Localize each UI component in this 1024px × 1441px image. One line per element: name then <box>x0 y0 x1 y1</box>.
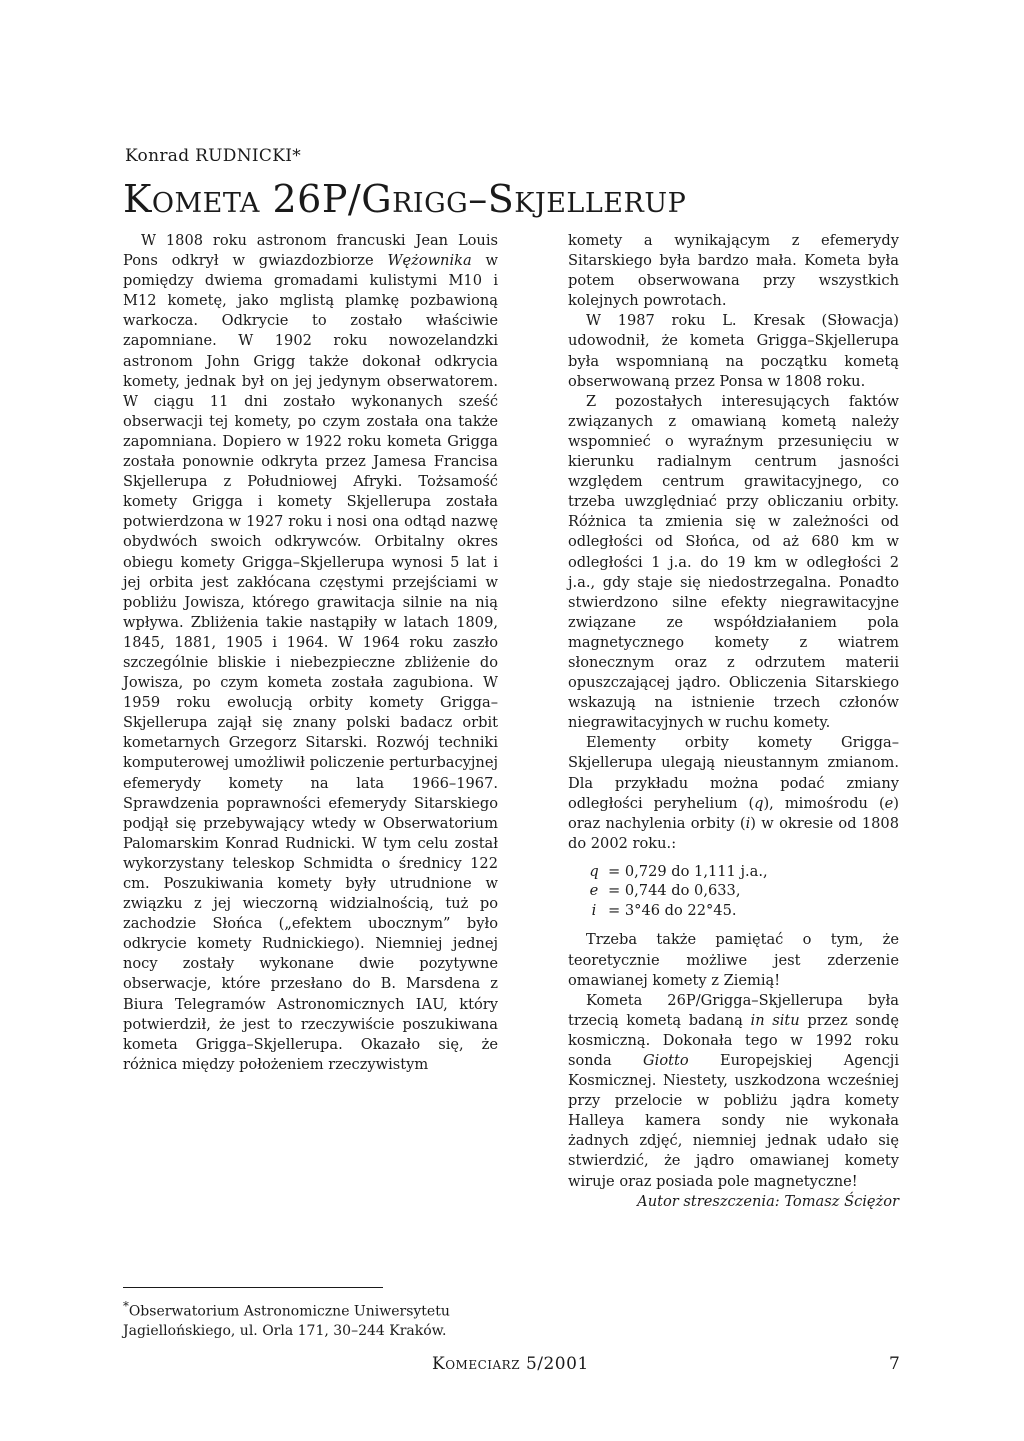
orbit-element-row <box>584 862 899 882</box>
paragraph: Trzeba także pamiętać o tym, że teoretycznie możliwe jest zderzenie omawianej komety z Ziemią! <box>568 931 899 989</box>
emphasis: Wężownika <box>387 252 472 270</box>
orbit-element-row <box>584 901 899 921</box>
paragraph: W 1987 roku L. Kresak (Słowacja) udowodnił, że kometa Grigga–Skjellerupa była wspomnianą na początku kometą obserwowaną przez Ponsa w 1808 roku. <box>568 312 899 390</box>
summary-author: Autor streszczenia: Tomasz Ściężor <box>637 1192 899 1210</box>
footnote <box>123 1297 523 1341</box>
paragraph: Elementy orbity komety Grigga–Skjellerupa ulegają nieustannym zmianom. Dla przykładu można podać zmiany odległości peryhelium (q), mimośrodu (e) oraz nachylenia orbity (i) w okresie od 1808 do 2002 roku.: <box>568 734 899 852</box>
paragraph: komety a wynikającym z efemerydy Sitarskiego była bardzo mała. Kometa była potem obserwowana przy wszystkich kolejnych powrotach. <box>568 232 899 310</box>
orbit-symbol: e <box>589 882 599 900</box>
paragraph: Z pozostałych interesujących faktów związanych z omawianą kometą należy wspomnieć o wyraźnym przesunięciu w kierunku radialnym centrum jasności względem centrum grawitacyjnego, co trzeba uwzględniać przy obliczaniu orbity. Różnica ta zmienia się w zależności od odległości od Słońca, od aż 680 km w odległości 1 j.a. do 19 km w odległości 2 j.a., gdy staje się niedostrzegalna. Ponadto stwierdzono silne efekty niegrawitacyjne związane ze współdziałaniem pola magnetycznego komety z wiatrem słonecznym oraz z odrzutem materii opuszczającej jądro. Obliczenia Sitarskiego wskazują na istnienie trzech członów niegrawitacyjnych w ruchu komety. <box>568 392 899 732</box>
footnote-divider <box>123 1287 383 1288</box>
article-title: Kometa 26P/Grigg–Skjellerup <box>123 177 687 221</box>
orbit-symbol: q <box>589 862 599 880</box>
paragraph: W 1808 roku astronom francuski Jean Louis Pons odkrył w gwiazdozbiorze Wężownika w pomiędzy dwiema gromadami kulistymi M10 i M12 kometę, jako mglistą plamkę pozbawioną warkocza. Odkrycie to zostało właściwie zapomniane. W 1902 roku nowozelandzki astronom John Grigg także dokonał odkrycia komety, jednak był on jej jedynym obserwatorem. W ciągu 11 dni zostało wykonanych sześć obserwacji tej komety, po czym została ona także zapomniana. Dopiero w 1922 roku kometa Grigga została ponownie odkryta przez Jamesa Francisa Skjellerupa z Południowej Afryki. Tożsamość komety Grigga i komety Skjellerupa została potwierdzona w 1927 roku i nosi ona odtąd nazwę obydwóch swoich odkrywców. Orbitalny okres obiegu komety Grigga–Skjellerupa wynosi 5 lat i jej orbita jest zakłócana częstymi przejściami w pobliżu Jowisza, którego grawitacja silnie na nią wpływa. Zbliżenia takie nastąpiły w latach 1809, 1845, 1881, 1905 i 1964. W 1964 roku zaszło szczególnie bliskie i niebezpieczne zbliżenie do Jowisza, po czym kometa została zagubiona. W 1959 roku ewolucją orbity komety Grigga–Skjellerupa zajął się znany polski badacz orbit kometarnych Grzegorz Sitarski. Rozwój techniki komputerowej umożliwił policzenie perturbacyjnej efemerydy komety na lata 1966–1967. Sprawdzenia poprawności efemerydy Sitarskiego podjął się przebywający wtedy w Obserwatorium Palomarskim Konrad Rudnicki. W tym celu został wykorzystany teleskop Schmidta o średnicy 122 cm. Poszukiwania komety były utrudnione w związku z jej wieczorną widzialnością, tuż po zachodzie Słońca („efektem ubocznym” było odkrycie komety Rudnickiego). Niemniej jednej nocy zostały wykonane dwie pozytywne obserwacje, które przesłano do B. Marsdena z Biura Telegramów Astronomicznych IAU, który potwierdził, że jest to rzeczywiście poszukiwana kometa Grigga–Skjellerupa. Okazało się, że różnica między położeniem rzeczywistym <box>123 232 498 1073</box>
orbit-elements-list <box>584 862 899 921</box>
paragraph: Kometa 26P/Grigga–Skjellerupa była trzecią kometą badaną in situ przez sondę kosmiczną. Dokonała tego w 1992 roku sonda Giotto Europejskiej Agencji Kosmicznej. Niestety, uszkodzona wcześniej przy przelocie w pobliżu jądra komety Halleya kamera sondy nie wykonała żadnych zdjęć, niemniej jednak udało się stwierdzić, że jądro omawianej komety wiruje oraz posiada pole magnetyczne! <box>568 991 900 1190</box>
right-column <box>568 231 899 1212</box>
orbit-value: = 3°46 do 22°45. <box>608 901 737 919</box>
page-number: 7 <box>889 1354 900 1374</box>
footnote-marker: * <box>123 1299 129 1313</box>
orbit-symbol: i <box>591 901 597 919</box>
orbit-element-row <box>584 881 899 901</box>
author-name: Konrad RUDNICKI* <box>125 146 302 166</box>
footnote-text: Obserwatorium Astronomiczne Uniwersytetu Jagiellońskiego, ul. Orla 171, 30–244 Kraków. <box>123 1303 450 1339</box>
left-column <box>123 231 498 1075</box>
orbit-value: = 0,729 do 1,111 j.a., <box>608 862 768 880</box>
orbit-value: = 0,744 do 0,633, <box>608 882 741 900</box>
journal-footer: Komeciarz 5/2001 <box>432 1354 589 1374</box>
